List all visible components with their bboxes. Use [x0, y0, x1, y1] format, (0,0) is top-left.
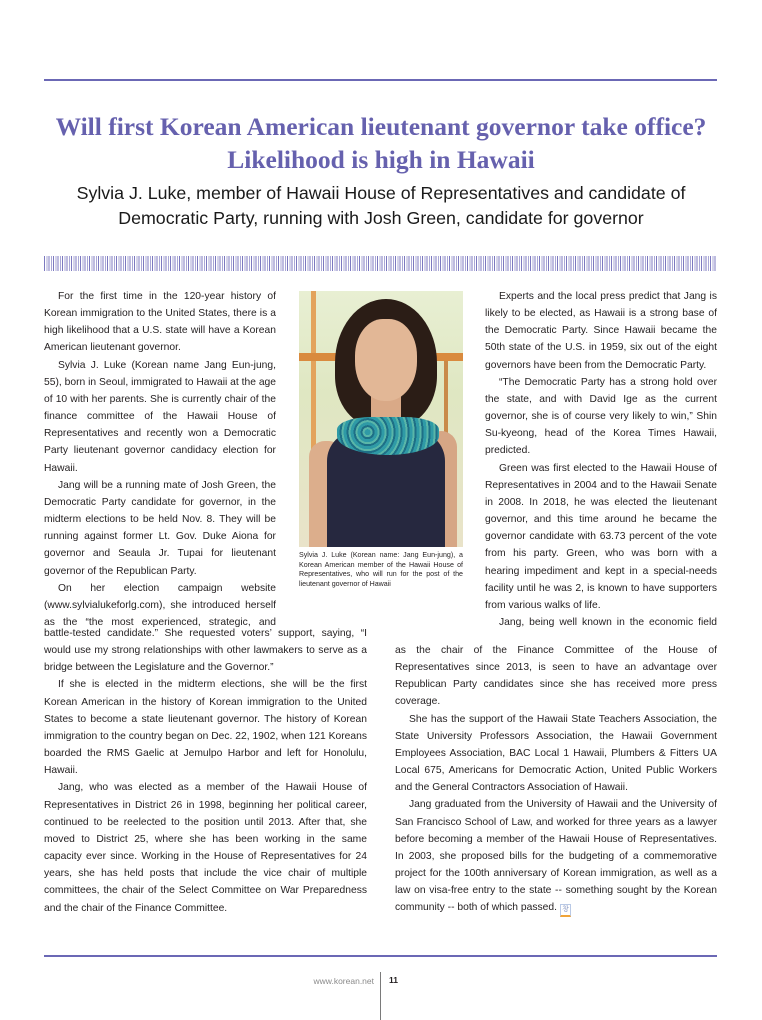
paragraph: For the first time in the 120-year history of Korean immigration to the United States, there is a high likelihood that a U.S. state will have a Korean American lieutenant governor. [44, 291, 276, 354]
headline-title-line-2: Likelihood is high in Hawaii [227, 145, 535, 174]
paragraph: Jang, who was elected as a member of the Hawaii House of Representatives in District 26 in 1998, beginning her political career, continued to be reelected to the position until 2013. After that, she moved to District 25, where she has been working in the same capacity ever since. Working in the House of Representatives for 24 years, she has held posts that include the vice chair of multiple committees, the chair of the Select Committee on War Preparedness and the chair of the Finance Committee. [44, 782, 367, 914]
paragraph: Sylvia J. Luke (Korean name Jang Eun-jung, 55), born in Seoul, immigrated to Hawaii at the age of 10 with her parents. She is currently chair of the finance committee of the Hawaii House of Representatives and recently won a Democratic Party lieutenant governor candidacy election for Hawaii. [44, 359, 276, 474]
paragraph: On her election campaign website (www.sylvialukeforlg.com), she introduced herself as the “the most experienced, strategic, and [44, 582, 276, 628]
top-rule [44, 79, 717, 81]
headline-subtitle [30, 181, 732, 231]
paragraph-text: Jang graduated from the University of Hawaii and the University of San Francisco School of Law, and worked for three years as a lawyer before becoming a member of the Hawaii House of Representatives. In 2003, she proposed bills for the budgeting of a commemorative project for the 100th anniversary of Korean immigration, as well as a law on visa-free entry to the state -- something sought by the Korean community -- both of which passed. [395, 799, 717, 914]
paragraph: battle-tested candidate.” She requested voters’ support, saying, “I would use my strong relationships with other lawmakers to serve as a bridge between the Legislature and the Governor.” [44, 628, 367, 674]
paragraph: “The Democratic Party has a strong hold over the state, and with David Ige as the current governor, she is of course very likely to win,” Shin Su-kyeong, head of the Korea Times Hawaii, predicted. [485, 376, 717, 457]
paragraph: as the chair of the Finance Committee of the House of Representatives since 2013, is seen to have an advantage over Republican Party candidates since she has received more press coverage. [395, 645, 717, 708]
subtitle-line-2: Democratic Party, running with Josh Green, candidate for governor [118, 208, 644, 228]
photo-face [355, 319, 417, 401]
page-number: 11 [389, 975, 398, 985]
paragraph: She has the support of the Hawaii State Teachers Association, the State University Professors Association, the Hawaii Government Employees Association, BAC Local 1 Hawaii, Plumbers & Fitters UA Local 675, Americans for Democratic Action, United Public Workers and the General Contractors Association of Hawaii. [395, 713, 717, 794]
photo-scarf [337, 417, 439, 455]
paragraph [395, 796, 717, 917]
paragraph: Green was first elected to the Hawaii House of Representatives in 2004 and to the Hawaii Senate in 2008. In 2018, he was elected the lieutenant governor, and this time around he became the governor candidate with 63.73 percent of the vote from his party. Green, who was born with a hearing impediment and kept in a special-needs facility until he was 2, is known to have supporters from various walks of life. [485, 462, 717, 611]
article-lower-left [44, 625, 367, 917]
headline-title [30, 110, 732, 176]
bottom-rule [44, 955, 717, 957]
footer-separator [380, 972, 381, 1020]
headline-title-line-1: Will first Korean American lieutenant governor take office? [55, 112, 707, 141]
portrait-photo [299, 291, 463, 547]
paragraph: Jang will be a running mate of Josh Green, the Democratic Party candidate for governor, in the midterm elections to be held Nov. 8. They will be running against former Lt. Gov. Duke Aiona for governor and Seaula Jr. Tupai for lieutenant governor of the Republican Party. [44, 479, 276, 577]
article-lower-right [395, 625, 717, 917]
footer-url: www.korean.net [313, 976, 374, 986]
subtitle-line-1: Sylvia J. Luke, member of Hawaii House of Representatives and candidate of [76, 183, 686, 203]
article-column-right [485, 288, 717, 631]
paragraph: Experts and the local press predict that Jang is likely to be elected, as Hawaii is a strong base of the Democratic Party. Since Hawaii became the 50th state of the U.S. in 1959, six out of the eight governors have been from the Democratic Party. [485, 291, 717, 371]
end-of-article-icon: 창 [560, 904, 571, 917]
paragraph: Jang, being well known in the economic field [499, 616, 717, 628]
article-column-left [44, 288, 276, 631]
paragraph: If she is elected in the midterm elections, she will be the first Korean American in the history of Korean immigration to the United States to become a state lieutenant governor. The history of Korean immigration to the country began on Dec. 22, 1902, when 121 Koreans boarded the RMS Gaelic at Jemulpo Harbor and left for Honolulu, Hawaii. [44, 679, 367, 777]
hatched-divider [44, 256, 717, 271]
photo-caption: Sylvia J. Luke (Korean name: Jang Eun-jung), a Korean American member of the Hawaii House of Representatives, who will run for the post of the lieutenant governor of Hawaii [299, 551, 463, 588]
